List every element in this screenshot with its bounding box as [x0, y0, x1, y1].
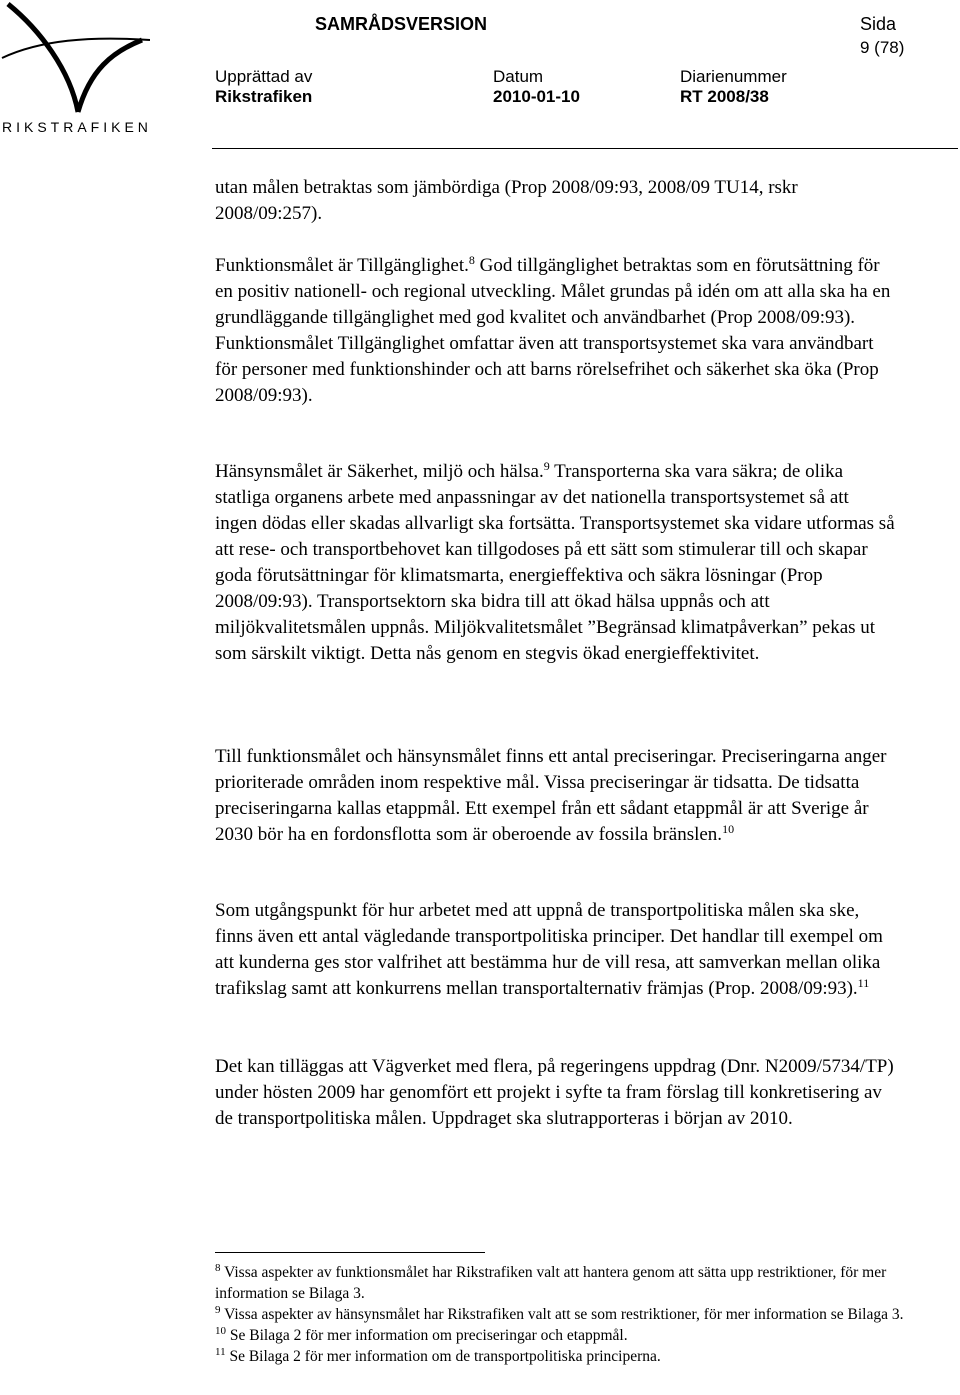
rikstrafiken-logo: [0, 0, 150, 140]
paragraph-text: [215, 744, 895, 848]
logo-text: RIKSTRAFIKEN: [2, 119, 152, 135]
registration-label: Diarienummer: [680, 67, 787, 86]
footnote-10: [215, 1325, 915, 1346]
footnote-ref-8[interactable]: 8: [468, 253, 475, 267]
paragraph-text: utan målen betraktas som jämbördiga (Prop 2008/09:93, 2008/09 TU14, rskr 2008/09:257).: [215, 177, 798, 224]
footnote-ref-11[interactable]: 11: [857, 976, 870, 990]
paragraph-rest: Transporterna ska vara säkra; de olika statliga organens arbete med anpassningar av det nationella transportsystemet så att ingen dödas eller skadas allvarligt ska fortsätta. Transportsystemet ska vidare utformas så att rese- och transportbehovet kan tillgodoses på ett sätt som stimulerar till och skapar goda förutsättningar för klimatsmarta, energieffektiva och säkra lösningar (Prop 2008/09:93). Transportsektorn ska bidra till att ökad hälsa uppnås och att miljökvalitetsmålen uppnås. Miljökvalitetsmålet ”Begränsad klimatpåverkan” pekas ut som särskilt viktigt. Detta nås genom en stegvis ökad energieffektivitet.: [215, 461, 895, 664]
page-number: 9 (78): [860, 38, 905, 57]
footnote-ref-10[interactable]: 10: [722, 822, 735, 836]
body-paragraph-2: [215, 253, 895, 409]
paragraph-lead: Till funktionsmålet och hänsynsmålet finns ett antal preciseringar. Preciseringarna anger prioriterade områden inom respektive mål. Vissa preciseringar är tidsatta. De tidsatta preciseringarna kallas etappmål. Ett exempel från ett sådant etappmål är att Sverige år 2030 bör ha en fordonsflotta som är oberoende av fossila bränslen.: [215, 746, 887, 845]
author-label: Upprättad av: [215, 67, 313, 86]
paragraph-lead: Hänsynsmålet är Säkerhet, miljö och hälsa.: [215, 461, 544, 482]
paragraph-lead: Som utgångspunkt för hur arbetet med att uppnå de transportpolitiska målen ska ske, finns även ett antal vägledande transportpolitiska principer. Det handlar till exempel om att kunderna ges stor valfrihet att bestämma hur de vill resa, att samverkan mellan olika trafikslag samt att konkurrens mellan transportalternativ främjas (Prop. 2008/09:93).: [215, 900, 883, 999]
paragraph-text: [215, 459, 895, 667]
version-label: SAMRÅDSVERSION: [315, 14, 488, 34]
footnote-number: 11: [215, 1346, 226, 1358]
page-label: Sida: [860, 14, 897, 34]
header-divider: [212, 148, 958, 149]
body-paragraph-5: [215, 898, 895, 1002]
body-paragraph-6: [215, 1054, 895, 1132]
footnote-divider: [215, 1252, 485, 1253]
paragraph-text: [215, 898, 895, 1002]
footnote-number: 8: [215, 1262, 221, 1274]
footnote-text: Se Bilaga 2 för mer information om de transportpolitiska principerna.: [225, 1348, 661, 1365]
footnote-ref-9[interactable]: 9: [543, 459, 550, 473]
paragraph-text: Det kan tilläggas att Vägverket med flera, på regeringens uppdrag (Dnr. N2009/5734/TP) under hösten 2009 har genomfört ett projekt i syfte ta fram förslag till konkretisering av de transportpolitiska målen. Uppdraget ska slutrapporteras i början av 2010.: [215, 1056, 894, 1129]
registration-value: RT 2008/38: [680, 87, 769, 106]
footnote-text: Vissa aspekter av funktionsmålet har Rikstrafiken valt att hantera genom att sätta upp restriktioner, för mer information se Bilaga 3.: [215, 1264, 887, 1302]
footnote-8: [215, 1262, 915, 1304]
date-value: 2010-01-10: [493, 87, 580, 106]
footnote-text: Vissa aspekter av hänsynsmålet har Rikstrafiken valt att se som restriktioner, för mer information se Bilaga 3.: [220, 1306, 904, 1323]
paragraph-lead: Funktionsmålet är Tillgänglighet.: [215, 255, 469, 276]
footnote-number: 10: [215, 1325, 226, 1337]
footnote-number: 9: [215, 1304, 221, 1316]
author-value: Rikstrafiken: [215, 87, 313, 106]
footnote-9: [215, 1304, 915, 1325]
footnotes: [215, 1262, 915, 1367]
body-paragraph-4: [215, 744, 895, 848]
logo-swoosh-icon: [0, 0, 150, 120]
date-label: Datum: [493, 67, 544, 86]
body-paragraph-3: [215, 459, 895, 667]
footnote-11: [215, 1346, 915, 1367]
body-paragraph-1: [215, 175, 895, 227]
paragraph-text: [215, 253, 895, 409]
footnote-text: Se Bilaga 2 för mer information om preciseringar och etappmål.: [226, 1327, 628, 1344]
paragraph-rest: God tillgänglighet betraktas som en förutsättning för en positiv nationell- och regional utveckling. Målet grundas på idén om att alla ska ha en grundläggande tillgänglighet med god kvalitet och användbarhet (Prop 2008/09:93). Funktionsmålet Tillgänglighet omfattar även att transportsystemet ska vara användbart för personer med funktionshinder och att barns rörelsefrihet och säkerhet ska öka (Prop 2008/09:93).: [215, 255, 891, 406]
